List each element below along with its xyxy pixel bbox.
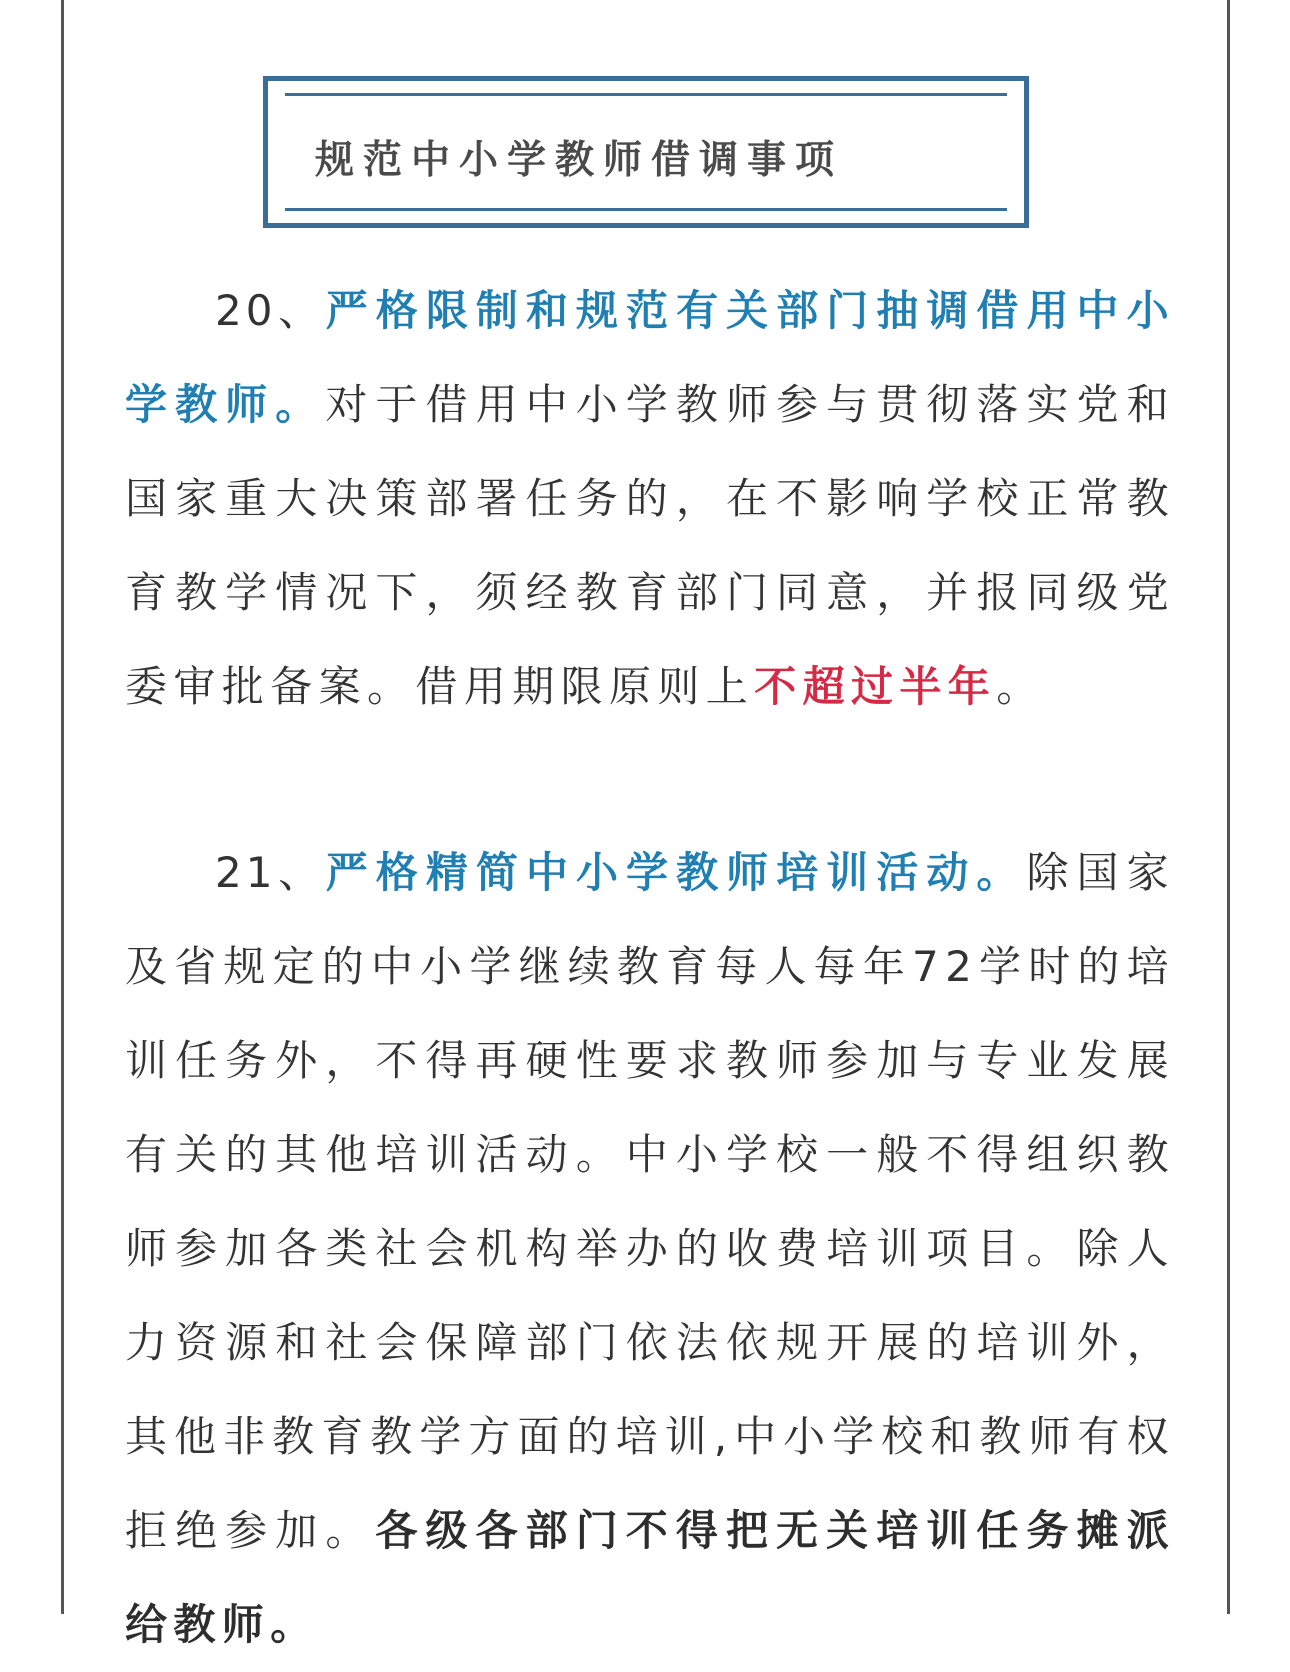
- article-number: 21、: [215, 848, 326, 897]
- article-number: 20、: [215, 286, 326, 335]
- article-heading: 严格精简中小学教师培训活动。: [325, 848, 1027, 897]
- article-body: 对于借用中小学教师参与贯彻落实党和国家重大决策部署任务的，在不影响学校正常教育教学情况下，须经教育部门同意，并报同级党委审批备案。借用期限原则上: [125, 380, 1175, 711]
- title-rule-bottom: [285, 208, 1007, 211]
- article-20: [125, 264, 1175, 734]
- article-21: [125, 826, 1175, 1672]
- page-border-left: [61, 0, 64, 1614]
- section-title-box: [263, 76, 1029, 228]
- article-body-end: 。: [996, 662, 1045, 711]
- emphasis-text: 不超过半年: [754, 662, 997, 711]
- article-heading: 严格限制和规范有关部门抽调借用中小学教师。: [125, 286, 1175, 429]
- page-border-right: [1227, 0, 1230, 1614]
- title-rule-top: [285, 93, 1007, 96]
- section-title: 规范中小学教师借调事项: [315, 138, 844, 183]
- article-body: 除国家及省规定的中小学继续教育每人每年72学时的培训任务外，不得再硬性要求教师参加与专业发展有关的其他培训活动。中小学校一般不得组织教师参加各类社会机构举办的收费培训项目。除人力资源和社会保障部门依法依规开展的培训外，其他非教育教学方面的培训,中小学校和教师有权拒绝参加。: [125, 848, 1175, 1555]
- emphasis-text: 各级各部门不得把无关培训任务摊派给教师。: [125, 1506, 1175, 1649]
